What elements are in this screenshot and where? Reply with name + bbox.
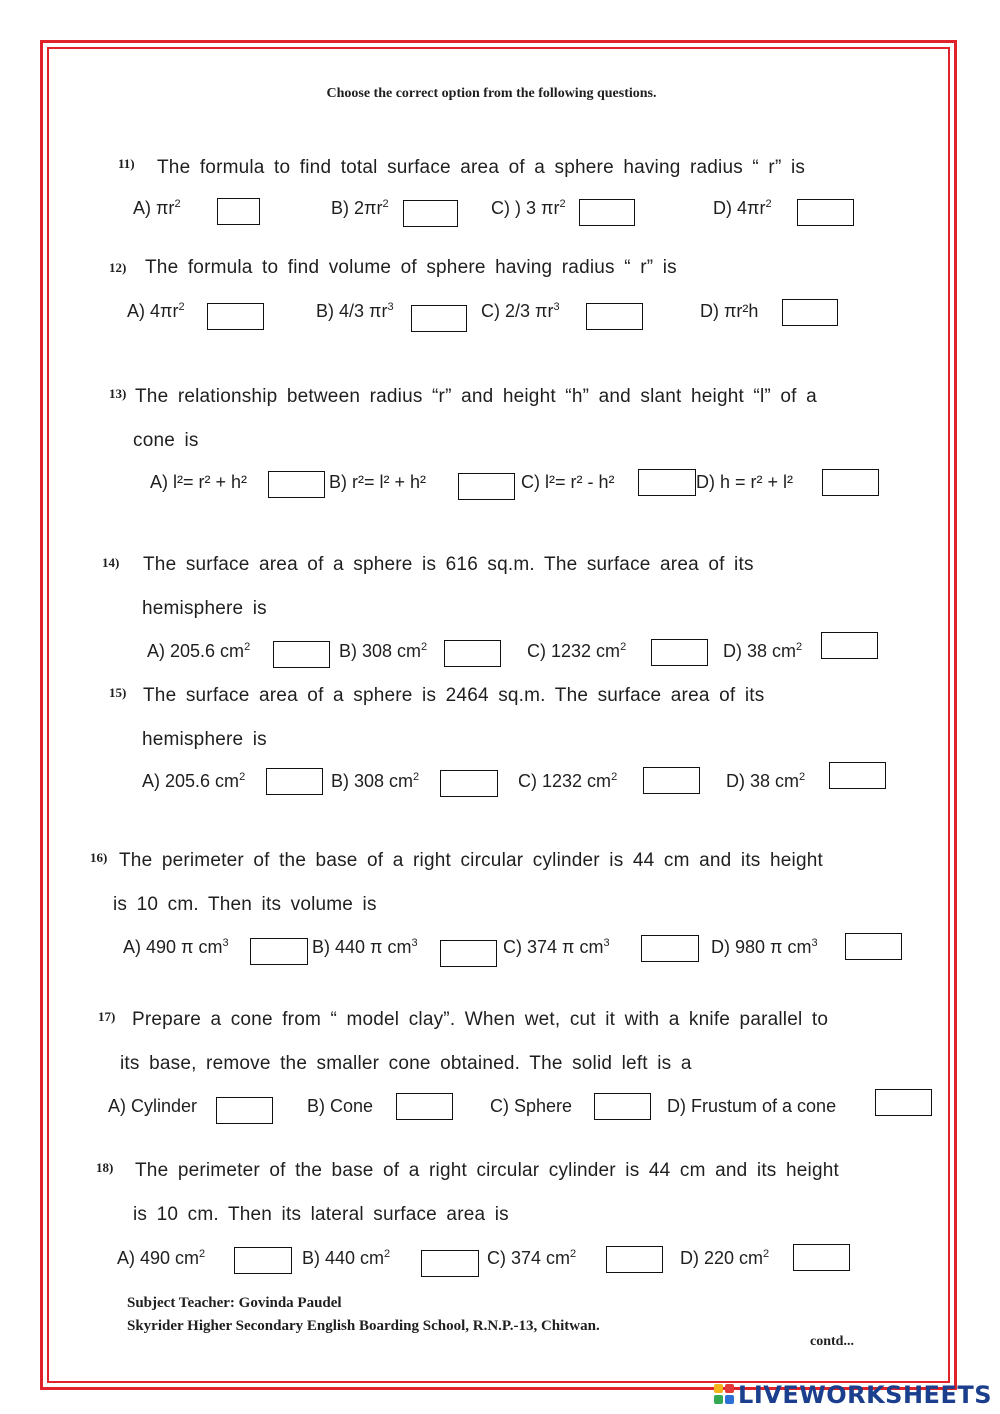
option-label: B) [331, 771, 349, 791]
answer-box-q15-a[interactable] [266, 768, 323, 795]
option-text: 980 π cm [735, 937, 812, 957]
option-a-q16 [123, 937, 229, 958]
option-label: D) [700, 301, 719, 321]
option-c-q18 [487, 1248, 576, 1269]
option-superscript: 2 [799, 771, 806, 783]
option-b-q16 [312, 937, 418, 958]
option-superscript: 2 [620, 641, 627, 653]
question-text-18: The perimeter of the base of a right circular cylinder is 44 cm and its height [135, 1160, 839, 1181]
option-label: A) [150, 472, 168, 492]
school-name: Skyrider Higher Secondary English Boarding School, R.N.P.-13, Chitwan. [127, 1318, 600, 1334]
option-superscript: 2 [765, 198, 772, 210]
question-number-13: 13) [109, 386, 127, 401]
answer-box-q14-a[interactable] [273, 641, 330, 668]
option-text: 205.6 cm [165, 771, 240, 791]
option-text: 374 cm [511, 1248, 571, 1268]
answer-box-q18-b[interactable] [421, 1250, 479, 1277]
option-label: B) [339, 641, 357, 661]
option-label: D) [713, 198, 732, 218]
option-label: B) [331, 198, 349, 218]
option-superscript: 2 [174, 198, 181, 210]
answer-box-q12-b[interactable] [411, 305, 467, 332]
answer-box-q11-c[interactable] [579, 199, 635, 226]
option-label: B) [307, 1096, 325, 1116]
answer-box-q13-b[interactable] [458, 473, 515, 500]
option-b-q17 [307, 1096, 373, 1117]
option-label: A) [127, 301, 145, 321]
option-b-q15 [331, 771, 419, 792]
question-number-16: 16) [90, 850, 108, 865]
answer-box-q14-d[interactable] [821, 632, 878, 659]
option-superscript: 2 [199, 1248, 206, 1260]
answer-box-q18-d[interactable] [793, 1244, 850, 1271]
question-number-18: 18) [96, 1160, 114, 1175]
contd-label: contd... [810, 1334, 854, 1349]
answer-box-q14-c[interactable] [651, 639, 708, 666]
option-a-q17 [108, 1096, 197, 1117]
question-text-16: The perimeter of the base of a right circular cylinder is 44 cm and its height [119, 850, 823, 871]
option-b-q12 [316, 301, 394, 322]
option-label: A) [147, 641, 165, 661]
option-superscript: 2 [763, 1248, 770, 1260]
option-a-q11 [133, 198, 181, 219]
answer-box-q15-c[interactable] [643, 767, 700, 794]
option-text: 3 πr [526, 198, 560, 218]
option-label: B) [302, 1248, 320, 1268]
answer-box-q16-c[interactable] [641, 935, 699, 962]
option-c-q16 [503, 937, 610, 958]
option-label: D) [711, 937, 730, 957]
question-text-13-line-2: cone is [133, 430, 199, 451]
answer-box-q16-a[interactable] [250, 938, 308, 965]
question-number-15: 15) [109, 685, 127, 700]
option-superscript: 2 [611, 771, 618, 783]
option-label: C) [503, 937, 522, 957]
option-text: 1232 cm [542, 771, 612, 791]
option-text: Cone [330, 1096, 374, 1116]
option-d-q13 [696, 472, 793, 493]
option-label: A) [133, 198, 151, 218]
option-label: C) [490, 1096, 509, 1116]
option-c-q17 [490, 1096, 572, 1117]
option-label: D) [680, 1248, 699, 1268]
answer-box-q17-b[interactable] [396, 1093, 453, 1120]
option-text: 4/3 πr [339, 301, 388, 321]
option-superscript: 3 [603, 937, 610, 949]
option-text: 1232 cm [551, 641, 621, 661]
answer-box-q17-a[interactable] [216, 1097, 273, 1124]
answer-box-q16-b[interactable] [440, 940, 497, 967]
option-a-q13 [150, 472, 247, 493]
liveworksheets-wordmark: LIVEWORKSHEETS [738, 1381, 992, 1409]
option-text: l²= r² + h² [173, 472, 248, 492]
option-label: C) [527, 641, 546, 661]
answer-box-q16-d[interactable] [845, 933, 902, 960]
option-label: C) [518, 771, 537, 791]
option-superscript: 3 [387, 301, 394, 313]
option-label: B) [316, 301, 334, 321]
answer-box-q17-d[interactable] [875, 1089, 932, 1116]
option-d-q15 [726, 771, 805, 792]
question-text-18-line-2: is 10 cm. Then its lateral surface area is [133, 1204, 509, 1225]
option-text: r²= l² + h² [352, 472, 427, 492]
question-text-13: The relationship between radius “r” and height “h” and slant height “l” of a [135, 386, 817, 407]
option-superscript: 2 [421, 641, 428, 653]
option-text: πr²h [724, 301, 759, 321]
answer-box-q17-c[interactable] [594, 1093, 651, 1120]
question-text-11: The formula to find total surface area of a sphere having radius “ r” is [157, 157, 806, 178]
option-label: A) [108, 1096, 126, 1116]
question-number-14: 14) [102, 555, 120, 570]
option-a-q18 [117, 1248, 205, 1269]
option-d-q14 [723, 641, 802, 662]
option-c-q13 [521, 472, 615, 493]
option-label: C) [481, 301, 500, 321]
option-text: 308 cm [354, 771, 414, 791]
option-text: 308 cm [362, 641, 422, 661]
option-b-q13 [329, 472, 426, 493]
page-border-inner [47, 47, 950, 1383]
option-label: C) ) [491, 198, 521, 218]
option-text: 4πr [737, 198, 766, 218]
option-label: A) [123, 937, 141, 957]
question-text-17: Prepare a cone from “ model clay”. When wet, cut it with a knife parallel to [132, 1009, 829, 1030]
option-superscript: 3 [811, 937, 818, 949]
answer-box-q13-c[interactable] [638, 469, 696, 496]
option-text: 4πr [150, 301, 179, 321]
option-label: D) [723, 641, 742, 661]
answer-box-q18-c[interactable] [606, 1246, 663, 1273]
question-text-16-line-2: is 10 cm. Then its volume is [113, 894, 377, 915]
option-d-q11 [713, 198, 772, 219]
option-label: D) [667, 1096, 686, 1116]
option-superscript: 2 [178, 301, 185, 313]
option-superscript: 2 [796, 641, 803, 653]
liveworksheets-logo-icon [714, 1384, 736, 1406]
option-d-q16 [711, 937, 818, 958]
option-text: 2πr [354, 198, 383, 218]
subject-teacher: Subject Teacher: Govinda Paudel [127, 1295, 342, 1311]
option-text: 2/3 πr [505, 301, 554, 321]
question-text-17-line-2: its base, remove the smaller cone obtained. The solid left is a [120, 1053, 692, 1074]
option-superscript: 3 [411, 937, 418, 949]
option-text: 205.6 cm [170, 641, 245, 661]
option-label: B) [329, 472, 347, 492]
instructions-heading: Choose the correct option from the following questions. [326, 86, 657, 101]
option-text: 490 cm [140, 1248, 200, 1268]
option-text: 490 π cm [146, 937, 223, 957]
option-text: Sphere [514, 1096, 573, 1116]
option-label: C) [521, 472, 540, 492]
question-text-14: The surface area of a sphere is 616 sq.m. The surface area of its [143, 554, 754, 575]
option-text: Cylinder [131, 1096, 198, 1116]
option-superscript: 3 [553, 301, 560, 313]
question-number-17: 17) [98, 1009, 116, 1024]
answer-box-q12-c[interactable] [586, 303, 643, 330]
option-a-q12 [127, 301, 185, 322]
option-text: h = r² + l² [720, 472, 794, 492]
answer-box-q15-d[interactable] [829, 762, 886, 789]
question-text-15: The surface area of a sphere is 2464 sq.m. The surface area of its [143, 685, 765, 706]
option-text: 220 cm [704, 1248, 764, 1268]
option-label: D) [726, 771, 745, 791]
option-text: 440 π cm [335, 937, 412, 957]
liveworksheets-watermark [714, 1380, 992, 1410]
answer-box-q11-d[interactable] [797, 199, 854, 226]
answer-box-q13-d[interactable] [822, 469, 879, 496]
option-superscript: 2 [239, 771, 246, 783]
option-d-q12 [700, 301, 758, 322]
option-text: πr [156, 198, 175, 218]
answer-box-q12-d[interactable] [782, 299, 838, 326]
option-c-q14 [527, 641, 626, 662]
option-a-q14 [147, 641, 250, 662]
option-superscript: 2 [413, 771, 420, 783]
answer-box-q11-b[interactable] [403, 200, 458, 227]
answer-box-q13-a[interactable] [268, 471, 325, 498]
option-c-q15 [518, 771, 617, 792]
option-label: A) [142, 771, 160, 791]
option-text: Frustum of a cone [691, 1096, 837, 1116]
question-number-11: 11) [118, 156, 135, 171]
answer-box-q12-a[interactable] [207, 303, 264, 330]
option-superscript: 2 [559, 198, 566, 210]
option-c-q11 [491, 198, 566, 219]
option-label: D) [696, 472, 715, 492]
option-superscript: 2 [244, 641, 251, 653]
answer-box-q15-b[interactable] [440, 770, 498, 797]
option-b-q11 [331, 198, 389, 219]
option-text: l²= r² - h² [545, 472, 615, 492]
option-b-q18 [302, 1248, 390, 1269]
option-superscript: 2 [570, 1248, 577, 1260]
option-b-q14 [339, 641, 427, 662]
option-d-q17 [667, 1096, 836, 1117]
question-text-15-line-2: hemisphere is [142, 729, 267, 750]
answer-box-q11-a[interactable] [217, 198, 260, 225]
option-text: 374 π cm [527, 937, 604, 957]
question-text-14-line-2: hemisphere is [142, 598, 267, 619]
question-text-12: The formula to find volume of sphere having radius “ r” is [145, 257, 677, 278]
question-number-12: 12) [109, 260, 127, 275]
option-superscript: 2 [384, 1248, 391, 1260]
option-text: 38 cm [747, 641, 797, 661]
option-text: 440 cm [325, 1248, 385, 1268]
answer-box-q14-b[interactable] [444, 640, 501, 667]
option-label: B) [312, 937, 330, 957]
option-text: 38 cm [750, 771, 800, 791]
option-superscript: 2 [382, 198, 389, 210]
option-c-q12 [481, 301, 560, 322]
answer-box-q18-a[interactable] [234, 1247, 292, 1274]
option-a-q15 [142, 771, 245, 792]
option-label: A) [117, 1248, 135, 1268]
option-label: C) [487, 1248, 506, 1268]
option-superscript: 3 [222, 937, 229, 949]
option-d-q18 [680, 1248, 769, 1269]
